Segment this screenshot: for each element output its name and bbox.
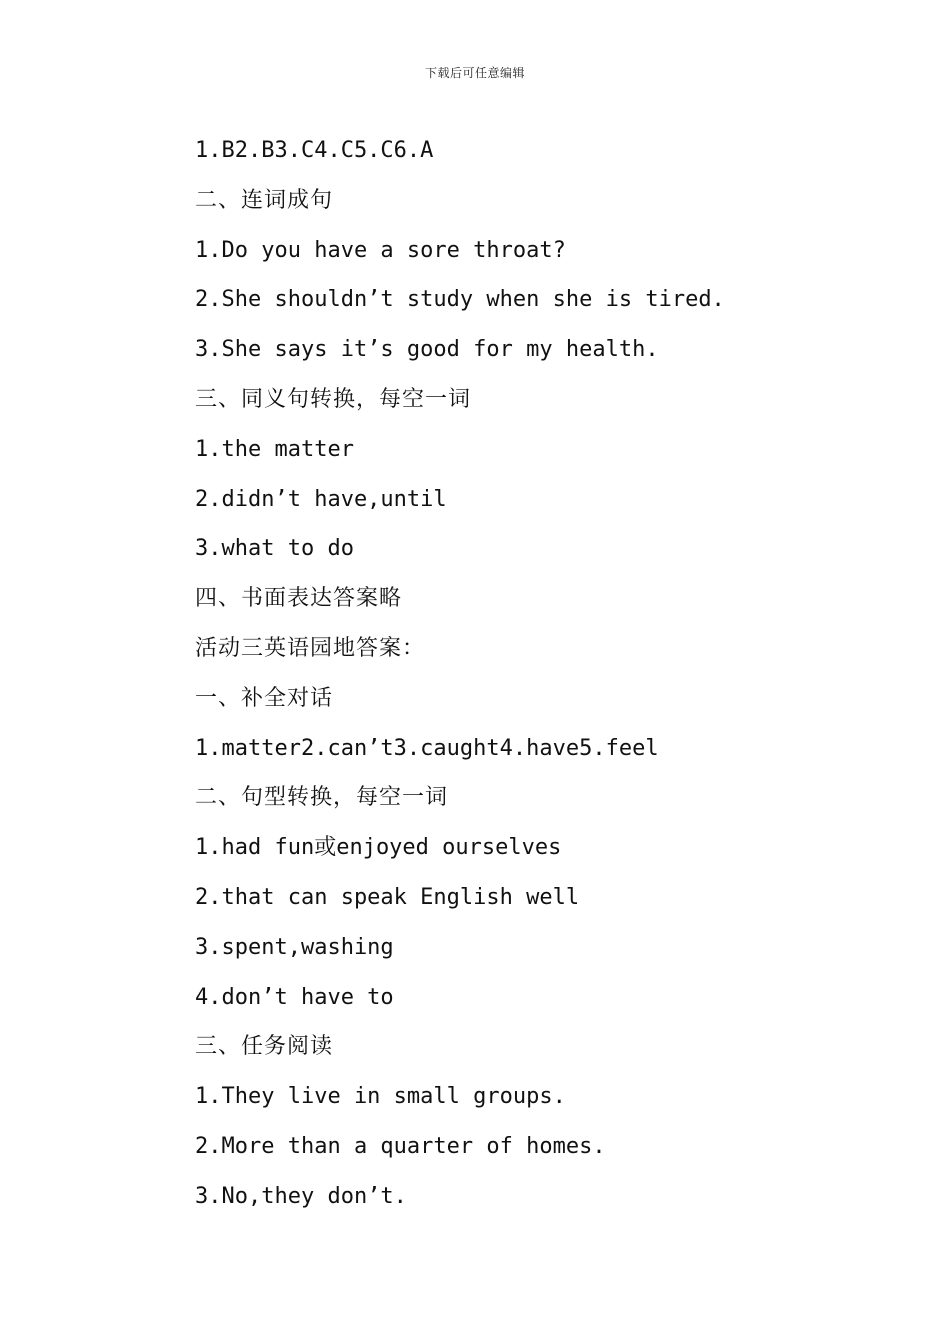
answer-line: 1.had fun或enjoyed ourselves: [195, 835, 562, 861]
answer-line: 3.spent,washing: [195, 934, 394, 960]
answer-line: 4.don’t have to: [195, 984, 394, 1010]
section-heading-dialogue: 一、补全对话: [195, 685, 334, 711]
answer-line: 2.that can speak English well: [195, 884, 580, 910]
document-body: [195, 126, 895, 1222]
answer-line: 1.the matter: [195, 436, 354, 462]
answer-line: 1.Do you have a sore throat?: [195, 237, 566, 263]
section-heading-synonym: 三、同义句转换，每空一词: [195, 386, 472, 412]
section-heading-sentence-transform: 二、句型转换，每空一词: [195, 785, 449, 811]
answer-line: 2.She shouldn’t study when she is tired.: [195, 287, 725, 313]
answer-line: 3.No,they don’t.: [195, 1183, 407, 1209]
answer-line: 3.She says it’s good for my health.: [195, 337, 659, 363]
answer-line: 1.matter2.can’t3.caught4.have5.feel: [195, 735, 659, 761]
answer-line-mc: 1.B2.B3.C4.C5.C6.A: [195, 138, 434, 163]
answer-line: 2.More than a quarter of homes.: [195, 1133, 606, 1159]
section-heading-word-order: 二、连词成句: [195, 187, 334, 213]
section-heading-reading: 三、任务阅读: [195, 1034, 334, 1060]
answer-line: 1.They live in small groups.: [195, 1084, 566, 1110]
section-heading-writing: 四、书面表达答案略: [195, 586, 403, 612]
page-header: 下载后可任意编辑: [424, 66, 525, 80]
answer-line: 2.didn’t have,until: [195, 486, 447, 512]
answer-line: 3.what to do: [195, 536, 354, 562]
section-title-activity-three: 活动三英语园地答案：: [195, 635, 426, 661]
